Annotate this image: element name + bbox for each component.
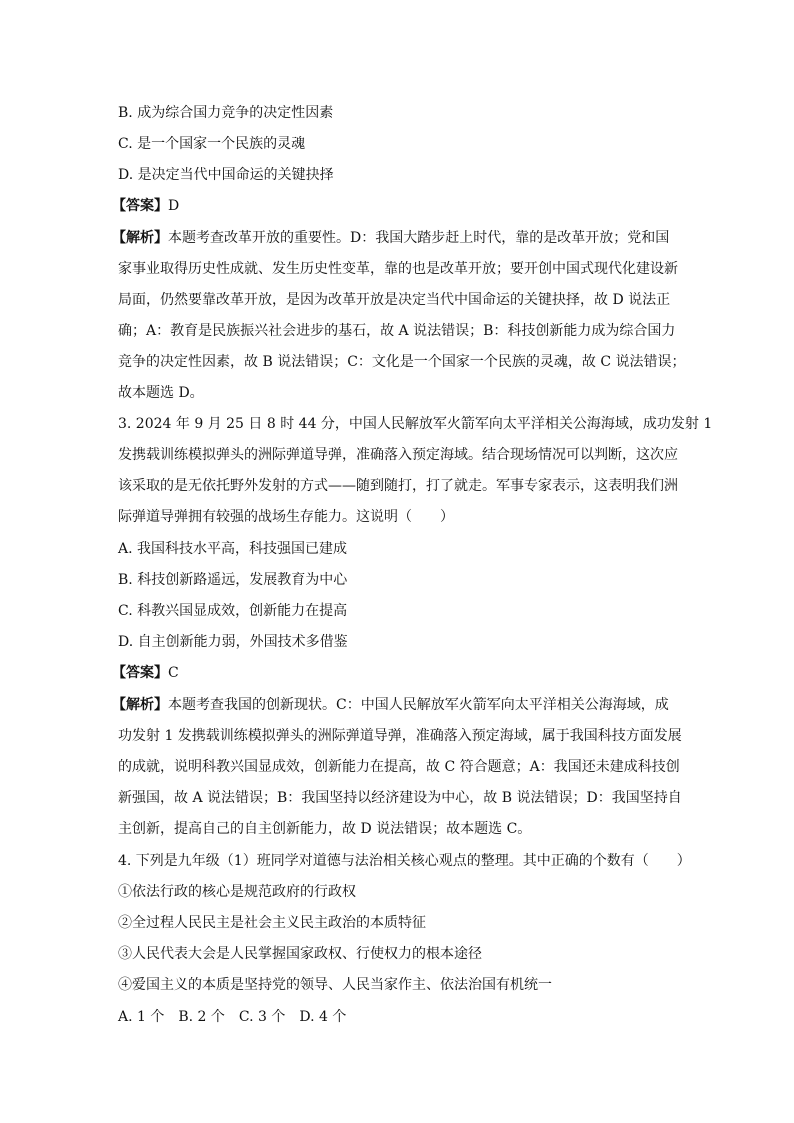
q2-analysis-label: 【解析】: [112, 230, 168, 246]
q2-option-c: C. 是一个国家一个民族的灵魂: [118, 136, 306, 152]
q3-analysis-line: 功发射 1 发携载训练模拟弹头的洲际弹道导弹，准确落入预定海域，属于我国科技方面发展: [118, 728, 682, 744]
q3-analysis-line: 新强国，故 A 说法错误；B：我国坚持以经济建设为中心，故 B 说法错误；D：我国坚持自: [118, 790, 682, 806]
q2-answer-label: 【答案】: [112, 198, 168, 214]
q3-option-d: D. 自主创新能力弱，外国技术多借鉴: [118, 634, 348, 650]
q3-answer-label: 【答案】: [112, 665, 168, 681]
q2-analysis-line: 确；A：教育是民族振兴社会进步的基石，故 A 说法错误；B：科技创新能力成为综合国力: [118, 323, 676, 339]
q2-option-b: B. 成为综合国力竞争的决定性因素: [118, 105, 334, 121]
q2-analysis-line: [112, 228, 672, 248]
q3-option-c: C. 科教兴国显成效，创新能力在提高: [118, 603, 348, 619]
q2-option-d: D. 是决定当代中国命运的关键抉择: [118, 167, 334, 183]
q2-analysis-line: 故本题选 D。: [118, 385, 204, 401]
q4-stem: 4. 下列是九年级（1）班同学对道德与法治相关核心观点的整理。其中正确的个数有（ ）: [118, 853, 691, 869]
q3-stem-line: 3. 2024 年 9 月 25 日 8 时 44 分，中国人民解放军火箭军向太平洋相关公海海域，成功发射 1: [118, 416, 713, 432]
q3-analysis-line: [112, 695, 672, 715]
q2-analysis-text: 本题考查改革开放的重要性。D：我国大踏步赶上时代，靠的是改革开放；党和国: [168, 230, 670, 246]
q3-option-b: B. 科技创新路遥远，发展教育为中心: [118, 572, 348, 588]
q4-statement-3: ③人民代表大会是人民掌握国家政权、行使权力的根本途径: [118, 946, 482, 962]
q4-statement-1: ①依法行政的核心是规范政府的行政权: [118, 884, 356, 900]
q3-analysis-line: 的成就，说明科教兴国显成效，创新能力在提高，故 C 符合题意；A：我国还未建成科技创: [118, 759, 680, 775]
q3-stem-line: 该采取的是无依托野外发射的方式——随到随打，打了就走。军事专家表示，这表明我们洲: [118, 478, 678, 494]
q2-analysis-line: 竞争的决定性因素，故 B 说法错误；C：文化是一个国家一个民族的灵魂，故 C 说法错误；: [118, 354, 686, 370]
q4-statement-2: ②全过程人民民主是社会主义民主政治的本质特征: [118, 915, 426, 931]
q3-analysis-line: 主创新，提高自己的自主创新能力，故 D 说法错误；故本题选 C。: [118, 821, 532, 837]
q3-option-a: A. 我国科技水平高，科技强国已建成: [118, 541, 348, 557]
q4-statement-4: ④爱国主义的本质是坚持党的领导、人民当家作主、依法治国有机统一: [118, 977, 552, 993]
q4-options: A. 1 个 B. 2 个 C. 3 个 D. 4 个: [118, 1009, 347, 1025]
q3-analysis-text: 本题考查我国的创新现状。C：中国人民解放军火箭军向太平洋相关公海海域，成: [168, 697, 669, 713]
q3-answer-value: C: [168, 665, 179, 681]
q3-stem-line: 发携载训练模拟弹头的洲际弹道导弹，准确落入预定海域。结合现场情况可以判断，这次应: [118, 447, 678, 463]
q2-answer: [112, 196, 672, 216]
q2-answer-value: D: [168, 198, 180, 214]
q2-analysis-line: 局面，仍然要靠改革开放，是因为改革开放是决定当代中国命运的关键抉择，故 D 说法正: [118, 292, 671, 308]
q3-analysis-label: 【解析】: [112, 697, 168, 713]
q3-answer: [112, 663, 672, 683]
q2-analysis-line: 家事业取得历史性成就、发生历史性变革，靠的也是改革开放；要开创中国式现代化建设新: [118, 261, 678, 277]
q3-stem-line: 际弹道导弹拥有较强的战场生存能力。这说明（ ）: [118, 509, 454, 525]
